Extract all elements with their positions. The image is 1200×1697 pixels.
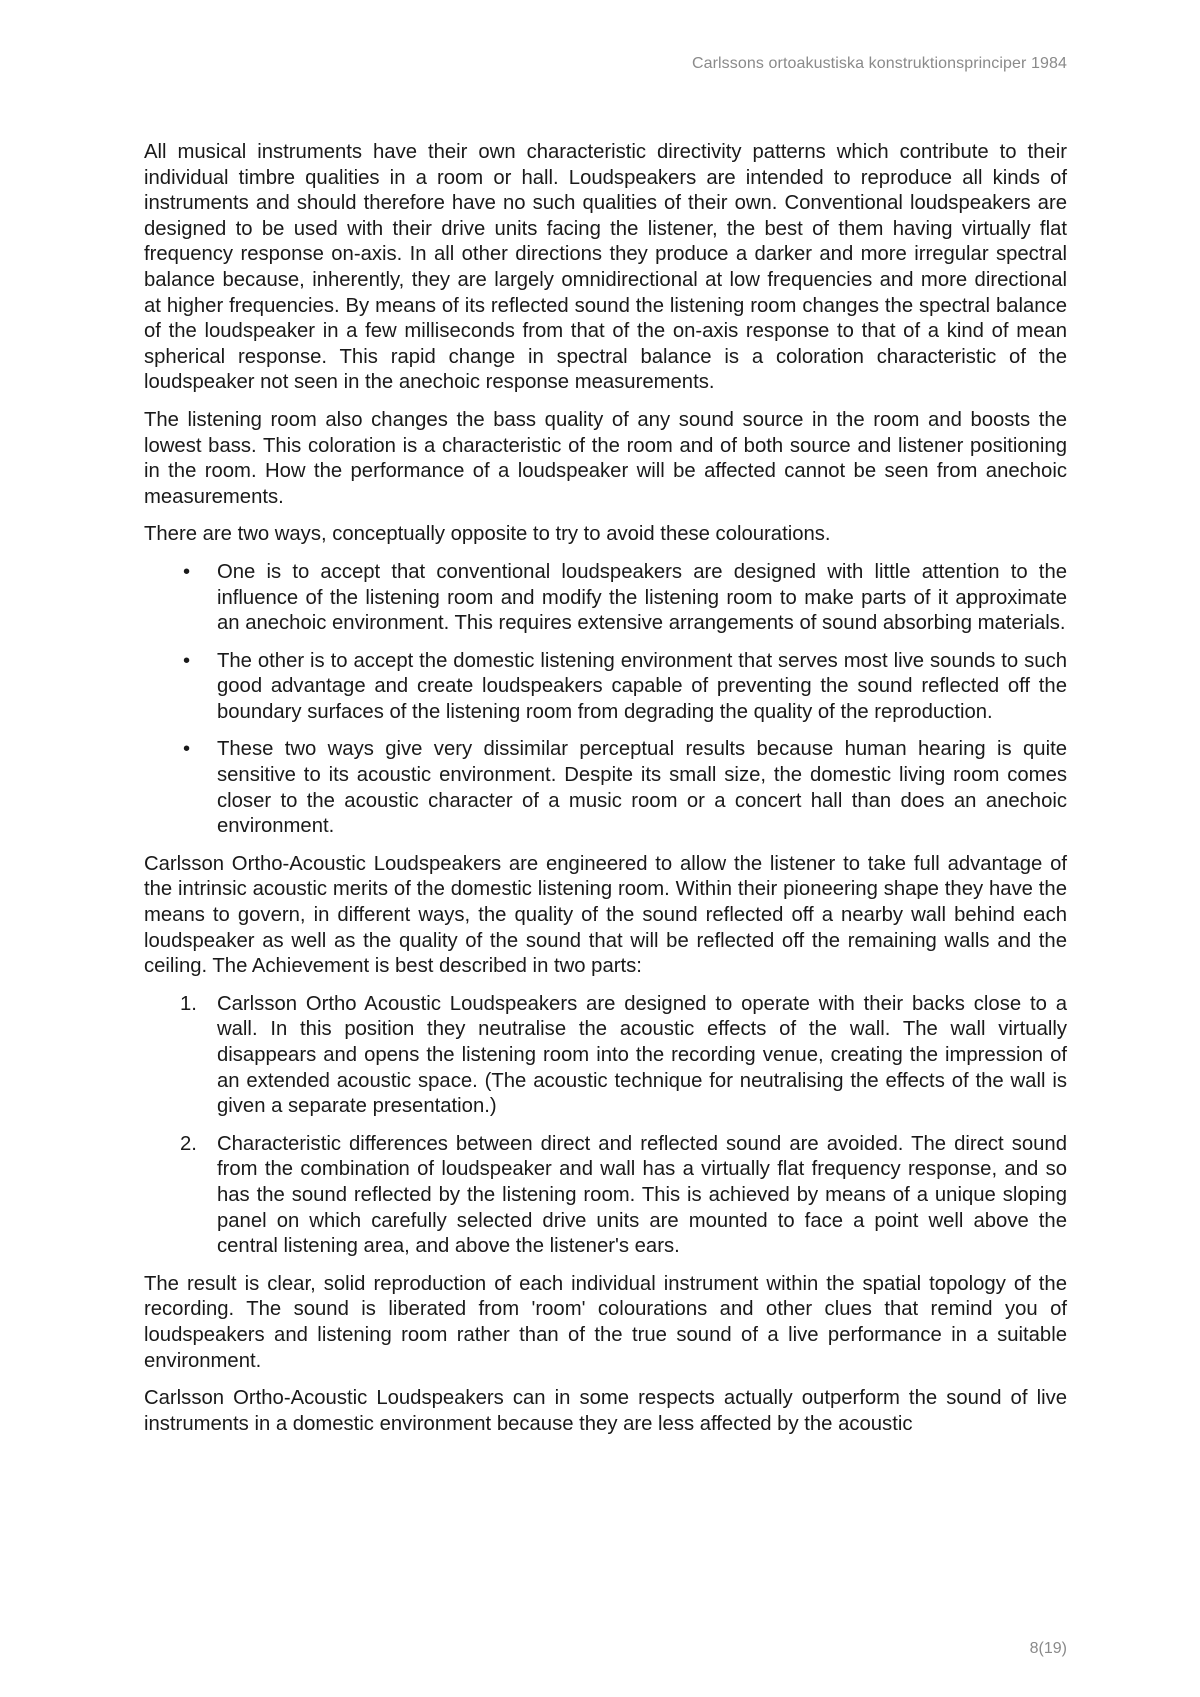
bullet-text: These two ways give very dissimilar perceptual results because human hearing is quite sensitive to its acoustic environment. Despite its small size, the domestic living room comes closer to the acoustic character of a music room or a concert hall than does an anechoic environment. <box>217 738 1067 838</box>
numbered-item <box>144 1132 1067 1260</box>
paragraph-bass-quality: The listening room also changes the bass quality of any sound source in the room and boosts the lowest bass. This coloration is a characteristic of the room and of both source and listener positioning in the room. How the performance of a loudspeaker will be affected cannot be seen from anechoic measurements. <box>144 408 1067 508</box>
bullet-item <box>144 649 1067 726</box>
bullet-item <box>144 737 1067 839</box>
bullet-marker: • <box>183 560 191 583</box>
running-header: Carlssons ortoakustiska konstruktionsprinciper 1984 <box>691 55 1067 72</box>
bullet-text: One is to accept that conventional loudspeakers are designed with little attention to the influence of the listening room and modify the listening room to make parts of it approximate an anechoic environment. This requires extensive arrangements of sound absorbing materials. <box>217 560 1067 635</box>
page-number: 8(19) <box>1029 1640 1067 1657</box>
paragraph-ortho-acoustic: Carlsson Ortho-Acoustic Loudspeakers are engineered to allow the listener to take full advantage of the intrinsic acoustic merits of the domestic listening room. Within their pioneering shape they have the means to govern, in different ways, the quality of the sound reflected off a nearby wall behind each loudspeaker as well as the quality of the sound that will be reflected off the remaining walls and the ceiling. The Achievement is best described in two parts: <box>144 852 1067 978</box>
bullet-marker: • <box>183 738 191 761</box>
number-marker: 2. <box>180 1132 197 1155</box>
paragraph-directivity: All musical instruments have their own characteristic directivity patterns which contribute to their individual timbre qualities in a room or hall. Loudspeakers are intended to reproduce all kinds of instruments and should therefore have no such qualities of their own. Conventional loudspeakers are designed to be used with their drive units facing the listener, the best of them having virtually flat frequency response on-axis. In all other directions they produce a darker and more irregular spectral balance because, inherently, they are largely omnidirectional at low frequencies and more directional at higher frequencies. By means of its reflected sound the listening room changes the spectral balance of the loudspeaker in a few milliseconds from that of the on-axis response to that of a kind of mean spherical response. This rapid change in spectral balance is a coloration characteristic of the loudspeaker not seen in the anechoic response measurements. <box>144 141 1067 394</box>
bullet-marker: • <box>183 649 191 672</box>
paragraph-outperform: Carlsson Ortho-Acoustic Loudspeakers can in some respects actually outperform the sound of live instruments in a domestic environment because they are less affected by the acoustic <box>144 1387 1067 1435</box>
numbered-list <box>144 992 1067 1260</box>
numbered-item <box>144 992 1067 1120</box>
bullet-text: The other is to accept the domestic listening environment that serves most live sounds to such good advantage and create loudspeakers capable of preventing the sound reflected off the boundary surfaces of the listening room from degrading the quality of the reproduction. <box>217 649 1067 723</box>
number-marker: 1. <box>180 992 197 1015</box>
bullet-item <box>144 560 1067 637</box>
paragraph-two-ways: There are two ways, conceptually opposite to try to avoid these colourations. <box>144 523 831 546</box>
numbered-text: Carlsson Ortho Acoustic Loudspeakers are designed to operate with their backs close to a wall. In this position they neutralise the acoustic effects of the wall. The wall virtually disappears and opens the listening room into the recording venue, creating the impression of an extended acoustic space. (The acoustic technique for neutralising the effects of the wall is given a separate presentation.) <box>217 992 1067 1118</box>
document-body <box>144 140 1067 1449</box>
bullet-list <box>144 560 1067 840</box>
numbered-text: Characteristic differences between direct and reflected sound are avoided. The direct sound from the combination of loudspeaker and wall has a virtually flat frequency response, and so has the sound reflected by the listening room. This is achieved by means of a unique sloping panel on which carefully selected drive units are mounted to face a point well above the central listening area, and above the listener's ears. <box>217 1132 1067 1258</box>
paragraph-result: The result is clear, solid reproduction of each individual instrument within the spatial topology of the recording. The sound is liberated from 'room' colourations and other clues that remind you of loudspeakers and listening room rather than of the true sound of a live performance in a suitable environment. <box>144 1272 1067 1372</box>
